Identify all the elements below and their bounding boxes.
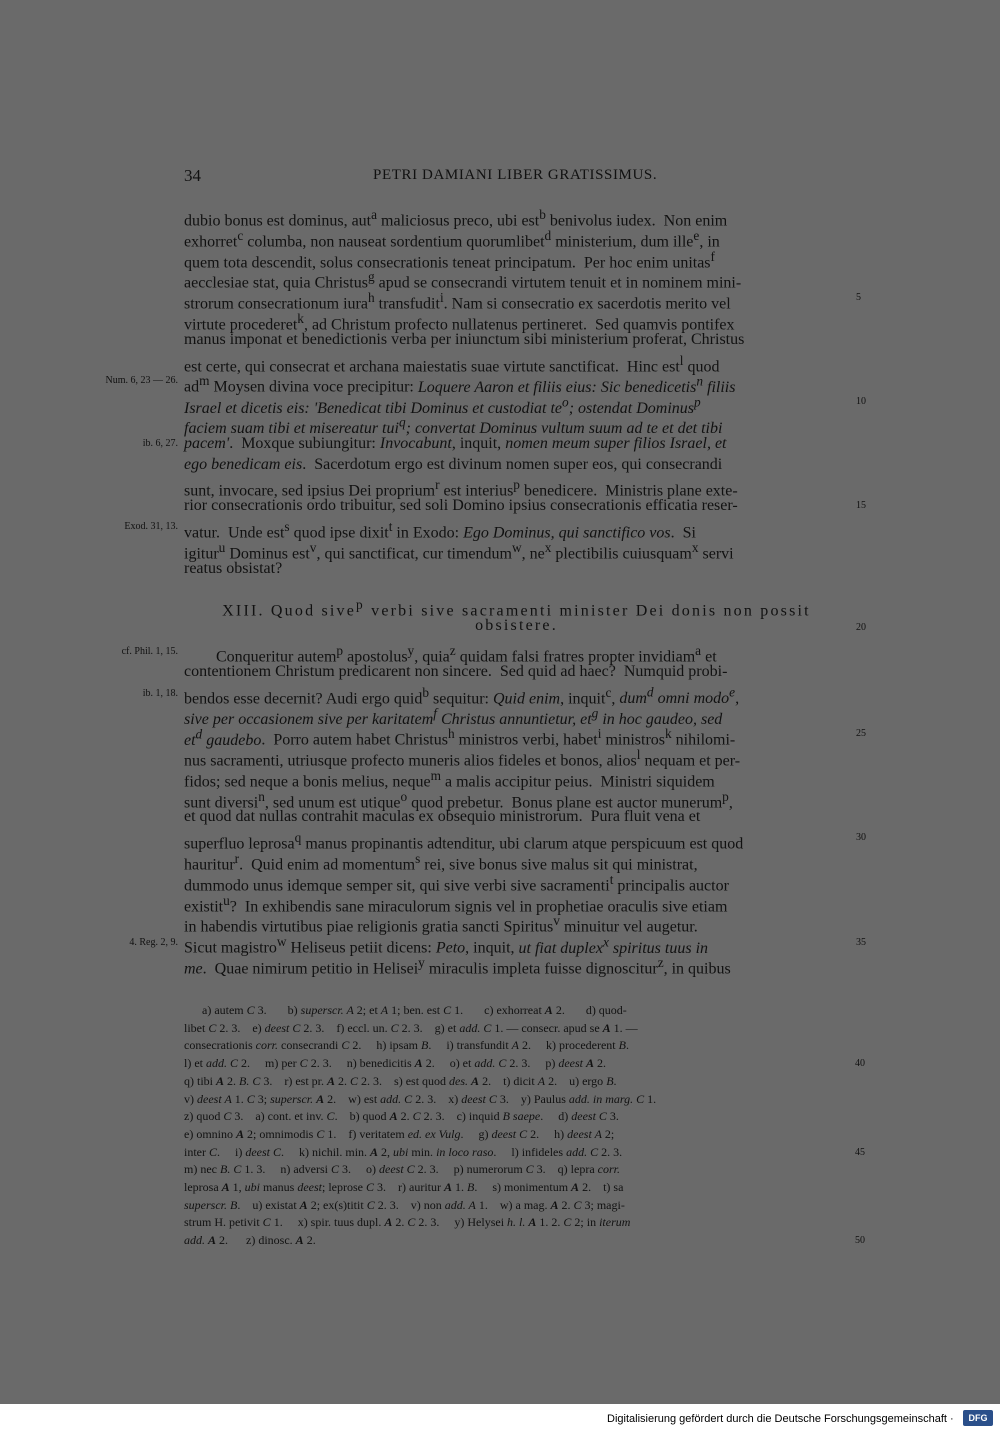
body-line: hauritur$^r$. Quid enim ad momentum$^s$ rei, sive bonus sive malus sit qui ministrat,	[184, 851, 698, 874]
body-line: virtute procederet$^k$, ad Christum profecto nullatenus pertineret. Sed quamvis pontifex	[184, 311, 735, 334]
body-line: est certe, qui consecrat et archana maiestatis suae virtute sanctificat. Hinc est$^l$ quod	[184, 352, 720, 375]
footnote-line: inter C. i) deest C. k) nichil. min. A 2, ubi min. in loco raso. l) infideles add. C 2. 3.	[184, 1144, 623, 1159]
body-line: faciem suam tibi et misereatur tui$^q$; convertat Dominus vultum suum ad te et det tibi	[184, 415, 723, 438]
body-line: sive per occasionem sive per karitatem$^f$ Christus annuntietur, $et^g$ in hoc gaudeo, sed	[184, 705, 723, 728]
body-line: bendos esse decernit? Audi ergo quid$^b$ sequitur: Quid enim, inquit$^c$, dum$^d$ omni modo$^e$,	[184, 684, 740, 707]
body-line: sunt diversi$^n$, sed unum est utique$^o$ quod prebetur. Bonus plane est auctor munerum$^p$,	[184, 788, 733, 811]
body-line: ego benedicam eis. Sacerdotum ergo est divinum nomen super eos, qui consecrandi	[184, 455, 723, 473]
footnote-line: a) autem C 3. b) superscr. A 2; et A 1; ben. est C 1. c) exhorreat A 2. d) quod-	[184, 1003, 627, 1017]
line-number: 5	[856, 292, 861, 303]
footnote-line-number: 50	[855, 1235, 865, 1246]
footnote-line: libet C 2. 3. e) deest C 2. 3. f) eccl. un. C 2. 3. g) et add. C 1. — consecr. apud se A 1. —	[184, 1020, 638, 1035]
body-line: Sicut magistro$^w$ Heliseus petiit dicens: Peto, inquit, ut fiat duplex$^x$ spiritus tuus in	[184, 934, 709, 957]
line-number: 20	[856, 622, 866, 633]
line-number: 10	[856, 396, 866, 407]
body-line: dummodo unus idemque semper sit, qui sive verbi sive sacramenti$^t$ principalis auctor	[184, 871, 729, 895]
footnote-line: q) tibi A 2. B. C 3. r) est pr. A 2. C 2. 3. s) est quod des. A 2. t) dicit A 2. u) ergo B.	[184, 1073, 617, 1088]
footnote-line: v) deest A 1. C 3; superscr. A 2. w) est add. C 2. 3. x) deest C 3. y) Paulus add. in marg. C 1.	[184, 1091, 657, 1106]
margin-ref-num: Num. 6, 23 — 26.	[105, 375, 178, 386]
footnote-line: z) quod C 3. a) cont. et inv. C. b) quod A 2. C 2. 3. c) inquid B saepe. d) deest C 3.	[184, 1109, 619, 1124]
footnote-line-number: 45	[855, 1147, 865, 1158]
body-line: me. Quae nimirum petitio in Helisei$^y$ miraculis impleta fuisse dignoscitur$^z$, in quibus	[184, 955, 731, 978]
footnote-line: consecrationis corr. consecrandi C 2. h) ipsam B. i) transfundit A 2. k) procederent B.	[184, 1038, 629, 1053]
body-line: existit$^u$? In exhibendis sane miraculorum signis vel in prophetiae oraculis sive etiam	[184, 892, 728, 915]
footnote-line-number: 40	[855, 1058, 865, 1069]
footnote-line: m) nec B. C 1. 3. n) adversi C 3. o) deest C 2. 3. p) numerorum C 3. q) lepra corr.	[184, 1162, 620, 1177]
margin-ref-ib6: ib. 6, 27.	[142, 438, 178, 449]
margin-ref-exod: Exod. 31, 13.	[124, 521, 178, 532]
body-line: exhorret$^c$ columba, non nauseat sordentium quorumlibet$^d$ ministerium, dum ille$^e$, in	[184, 227, 720, 251]
line-number: 35	[856, 937, 866, 948]
footnote-line: l) et add. C 2. m) per C 2. 3. n) benedicitis A 2. o) et add. C 2. 3. p) deest A 2.	[184, 1056, 607, 1071]
margin-ref-ib1: ib. 1, 18.	[142, 688, 178, 699]
body-line: Conqueritur autem$^p$ apostolus$^y$, quia$^z$ quidam falsi fratres propter invidiam$^a$ et	[184, 643, 717, 666]
body-line: pacem'. Moxque subiungitur: Invocabunt, inquit, nomen meum super filios Israel, et	[184, 434, 727, 452]
section-heading-line1: XIII. Quod sive$^p$ verbi sive sacramenti minister Dei donis non possit	[222, 597, 811, 620]
body-line: et quod dat nullas contrahit maculas ex obsequio ministrorum. Pura fluit vena et	[184, 808, 701, 826]
body-line: $ad^m$ Moysen divina voce precipitur: Loquere Aaron et filiis eius: Sic benedicetis$^n$ filiis	[184, 373, 736, 396]
footnote-line: superscr. B. u) existat A 2; ex(s)titit C 2. 3. v) non add. A 1. w) a mag. A 2. C 3; magi-	[184, 1197, 625, 1212]
body-line: in habendis virtutibus piae religionis gratia sancti Spiritus$^v$ minuitur vel augetur.	[184, 913, 698, 936]
body-line: manus imponat et benedictionis verba per iniunctum sibi ministerium proferat, Christus	[184, 330, 745, 348]
body-line: nus sacramenti, utriusque profecto muneris alios fideles et bonos, alios$^l$ nequam et per-	[184, 747, 741, 770]
body-line: dubio bonus est dominus, aut$^a$ maliciosus preco, ubi est$^b$ benivolus iudex. Non enim	[184, 207, 728, 230]
body-line: strorum consecrationum iura$^h$ transfudit$^i$. Nam si consecratio ex sacerdotis merito vel	[184, 290, 731, 313]
dfg-logo[interactable]: DFG	[963, 1410, 993, 1426]
footnote-line: add. A 2. z) dinosc. A 2.	[184, 1233, 316, 1248]
footnote-line: strum H. petivit C 1. x) spir. tuus dupl. A 2. C 2. 3. y) Helysei h. l. A 1. 2. C 2; in iterum	[184, 1215, 631, 1230]
section-heading-line2: obsistere.	[475, 617, 558, 634]
line-number: 30	[856, 832, 866, 843]
body-line: rior consecrationis ordo tribuitur, sed soli Domino ipsius consecrationis efficatia reser-	[184, 497, 738, 515]
body-line: quem tota descendit, solus consecrationis teneat principatum. Per hoc enim unitas$^f$	[184, 248, 715, 271]
body-line: fidos; sed neque a bonis melius, neque$^m$ a malis accipitur peius. Ministri siquidem	[184, 767, 715, 791]
body-line: aecclesiae stat, quia Christus$^g$ apud se consecrandi virtutem tenuit et in nominem mini-	[184, 269, 742, 292]
footnote-line: leprosa A 1, ubi manus deest; leprose C 3. r) auritur A 1. B. s) monimentum A 2. t) sa	[184, 1180, 624, 1194]
body-line: igitur$^u$ Dominus est$^v$, qui sanctificat, cur timendum$^w$, $ne^x$ plectibilis cuiusquam$^x$ servi	[184, 539, 734, 563]
body-line: contentionem Christum predicarent non sincere. Sed quid ad haec? Numquid probi-	[184, 662, 728, 680]
page-number: 34	[184, 166, 201, 185]
body-line: reatus obsistat?	[184, 559, 283, 577]
running-title: PETRI DAMIANI LIBER GRATISSIMUS.	[373, 167, 658, 183]
body-line: superfluo leprosa$^q$ manus propinantis adtenditur, ubi clarum atque perspicuum est quod	[184, 830, 744, 853]
margin-ref-phil: cf. Phil. 1, 15.	[121, 646, 178, 657]
footnote-line: e) omnino A 2; omnimodis C 1. f) veritatem ed. ex Vulg. g) deest C 2. h) deest A 2;	[184, 1126, 615, 1141]
body-line: Israel et dicetis eis: 'Benedicat tibi Dominus et custodiat $te^o$; ostendat Dominus$^p$	[184, 394, 701, 417]
body-line: $et^d$ gaudebo. Porro autem habet Christus$^h$ ministros verbi, habet$^i$ ministros$^k$ nihilomi-	[184, 726, 736, 749]
line-number: 25	[856, 728, 866, 739]
page-header	[0, 166, 1000, 188]
dfg-credit[interactable]: Digitalisierung gefördert durch die Deutsche Forschungsgemeinschaft ·	[607, 1413, 954, 1425]
line-number: 15	[856, 500, 866, 511]
margin-ref-reg: 4. Reg. 2, 9.	[129, 937, 178, 948]
body-line: vatur. Unde est$^s$ quod ipse dixit$^t$ in Exodo: Ego Dominus, qui sanctifico vos. Si	[184, 519, 696, 542]
body-line: sunt, invocare, sed ipsius Dei proprium$^r$ est interius$^p$ benedicere. Ministris plane exte-	[184, 477, 738, 500]
